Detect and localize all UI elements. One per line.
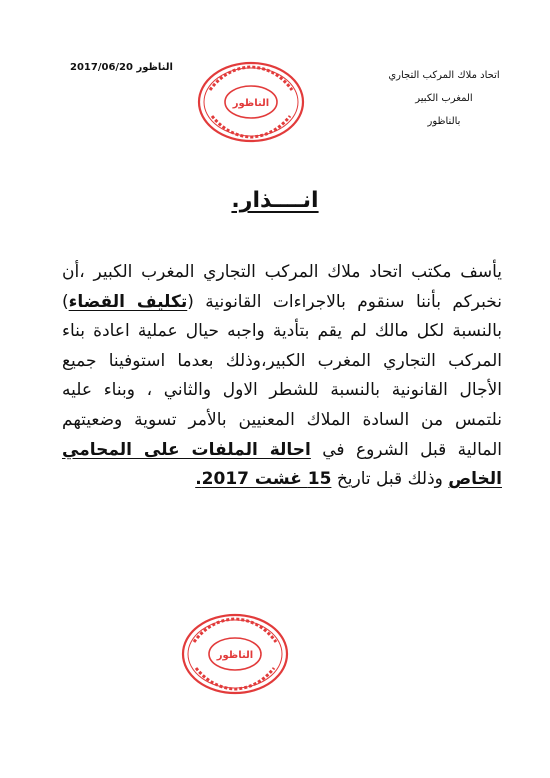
org-name-line: المغرب الكبير <box>415 93 473 104</box>
notice-body <box>62 258 502 495</box>
organization-stamp <box>196 60 306 144</box>
notice-text: يأسف مكتب اتحاد ملاك المركب التجاري المغرب الكبير ،أن نخبركم بأننا سنقوم بالاجراءات القانونية ( <box>62 262 502 312</box>
notice-text: ) بالنسبة لكل مالك لم يقم بتأدية واجبه حيال عملية اعادة بناء المركب التجاري المغرب الكبير،وذلك بعدما استوفينا جميع الأجال القانونية بالنسبة للشطر الاول والثاني ، وبناء عليه نلتمس من السادة الملاك المعنيين بالأمر تسوية وضعيتهم المالية قبل الشروع في <box>62 291 502 460</box>
organization-header <box>374 64 514 133</box>
org-city-line: بالناظور <box>427 116 461 127</box>
notice-emphasis: تكليف القضاء <box>68 291 188 312</box>
notice-text: وذلك قبل تاريخ <box>331 469 449 490</box>
stamp-icon <box>196 60 306 144</box>
date-line: الناظور 2017/06/20 <box>70 62 173 73</box>
stamp-icon <box>180 612 290 696</box>
notice-emphasis: احالة الملفات على المحامي الخاص <box>62 439 502 490</box>
organization-stamp <box>180 612 290 696</box>
document-title: انــــذار. <box>231 188 319 213</box>
svg-text:الناظور: الناظور <box>216 650 254 661</box>
notice-deadline: 15 غشت 2017. <box>195 469 332 490</box>
org-name-line: اتحاد ملاك المركب التجاري <box>388 70 500 81</box>
svg-text:الناظور: الناظور <box>232 98 270 109</box>
